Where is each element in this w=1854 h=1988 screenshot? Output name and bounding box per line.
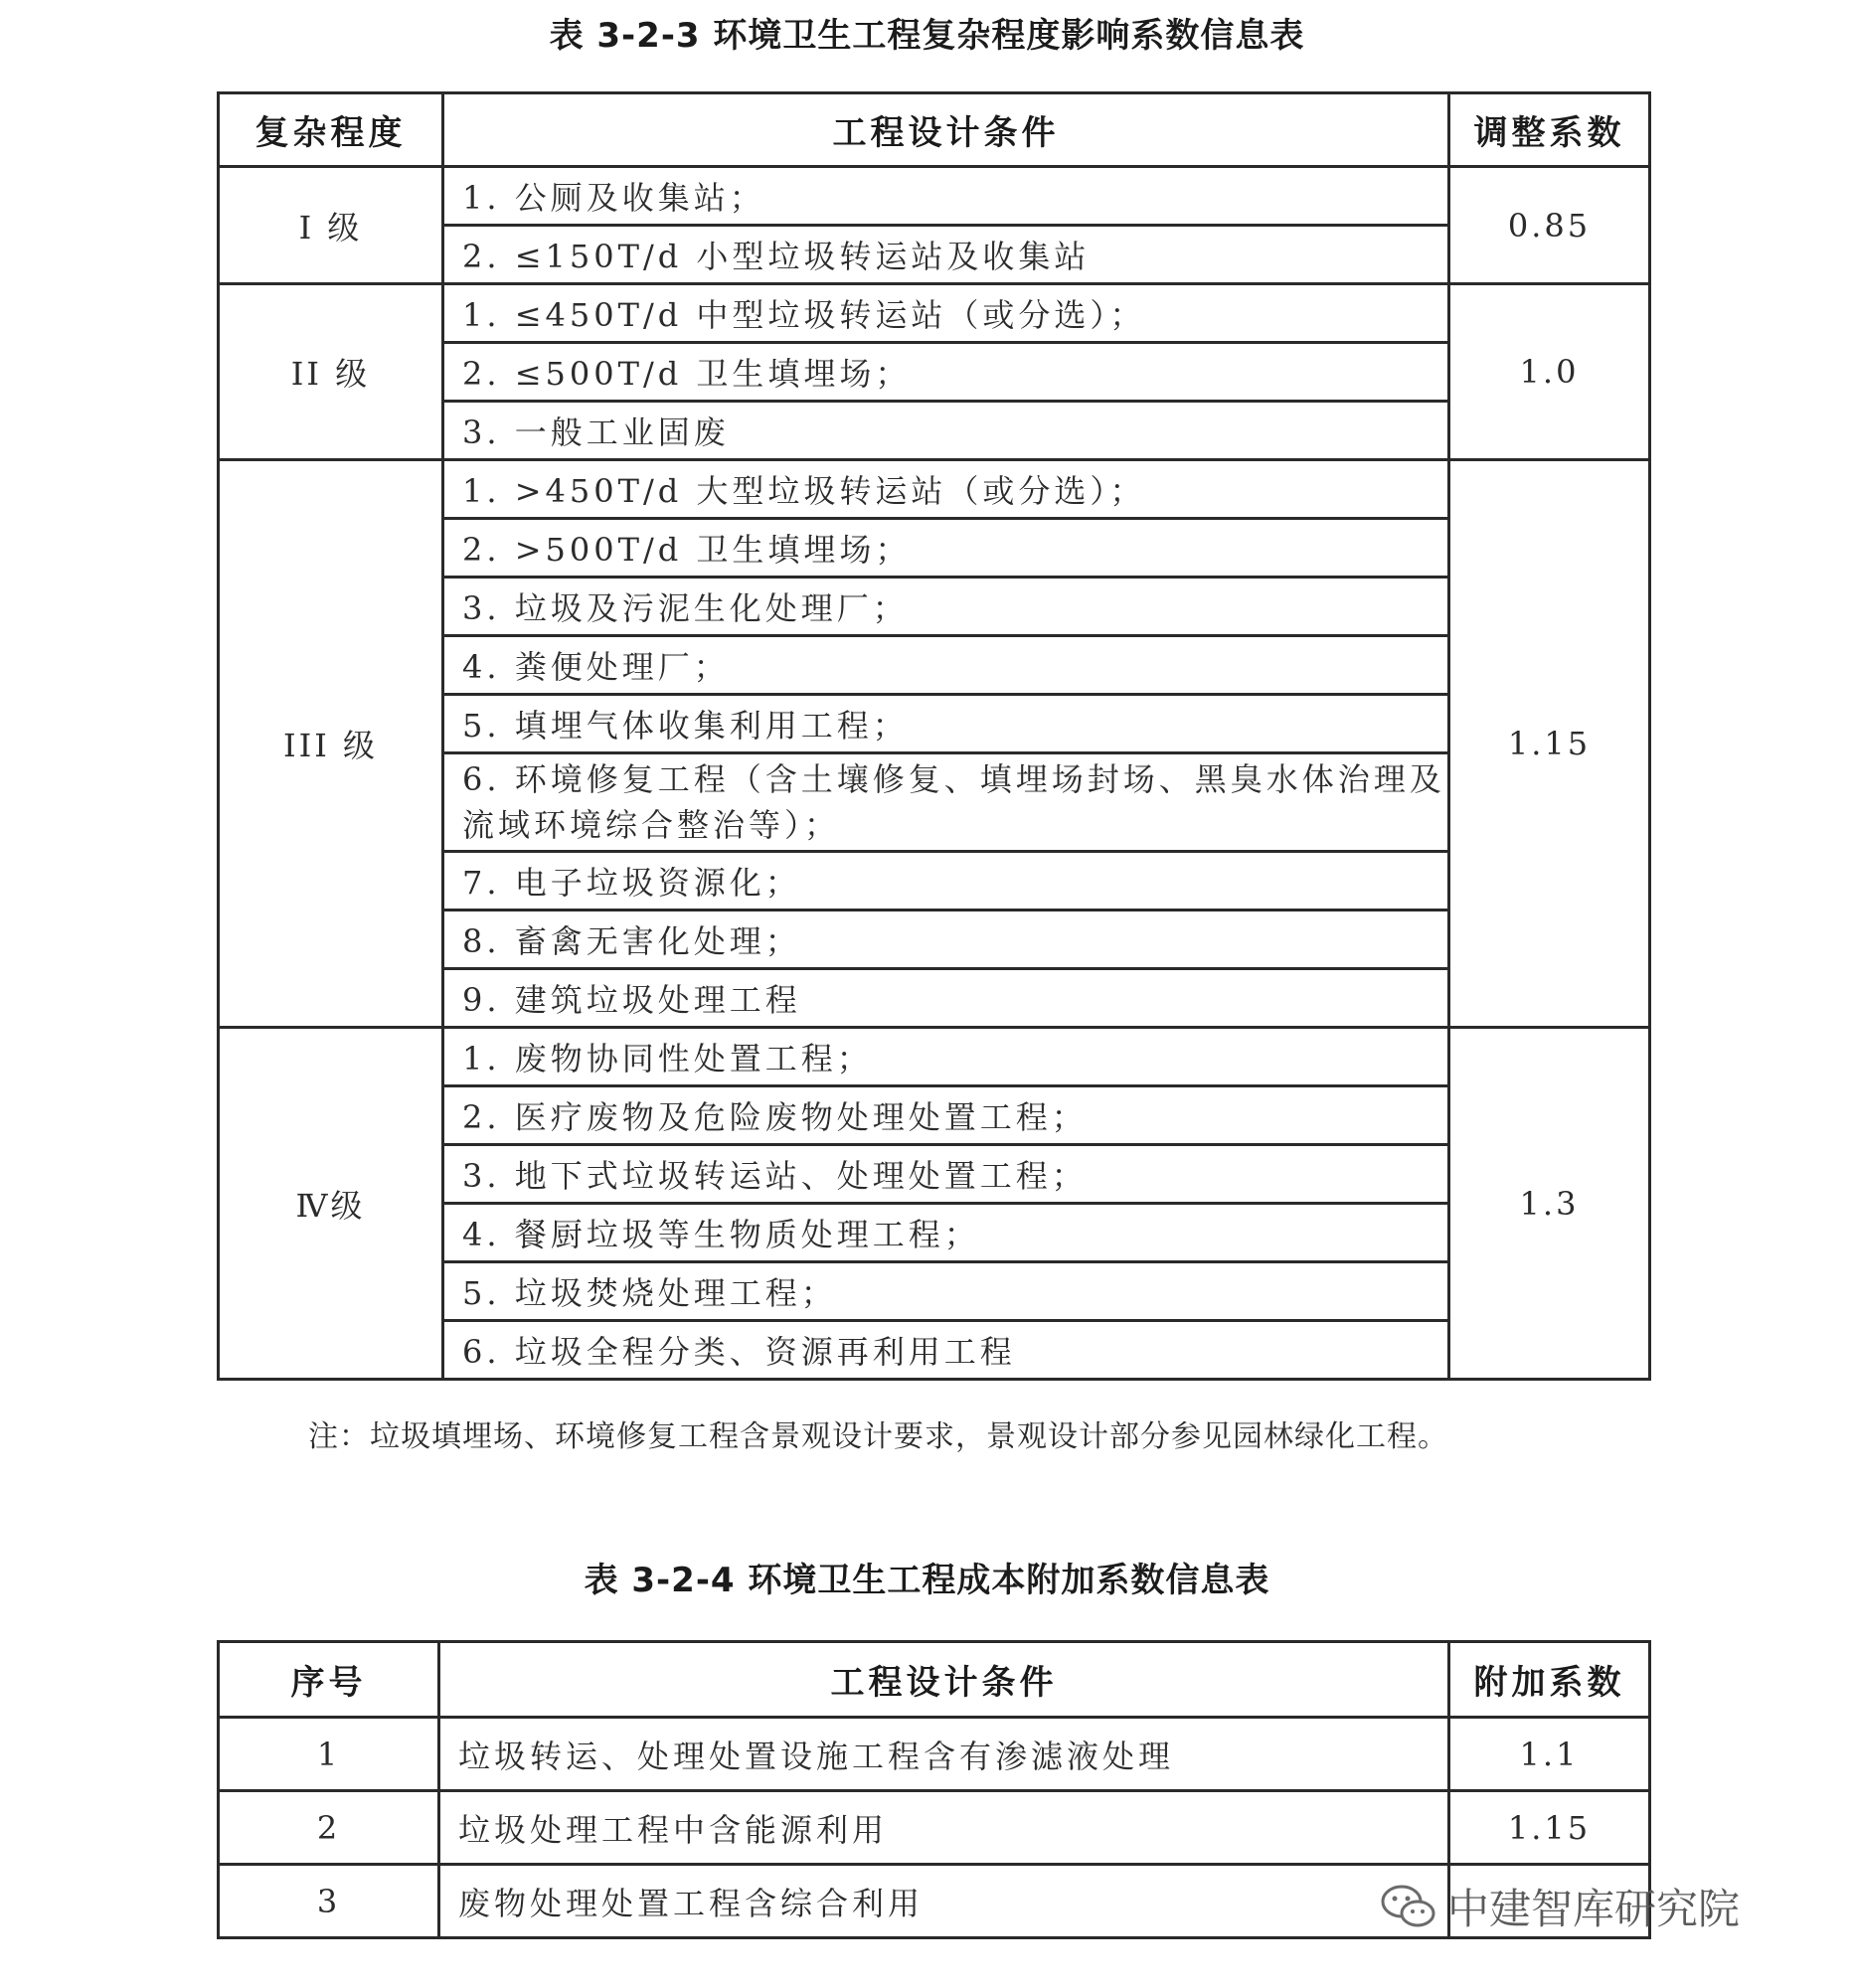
header-condition: 工程设计条件 (443, 93, 1449, 167)
table-row (219, 167, 1650, 226)
header-grade: 复杂程度 (219, 93, 443, 167)
condition-cell: 7. 电子垃圾资源化； (443, 852, 1449, 911)
header-coef: 调整系数 (1449, 93, 1650, 167)
coef-cell: 1.15 (1449, 460, 1650, 1028)
num-cell: 1 (219, 1718, 439, 1791)
condition-cell: 2. 医疗废物及危险废物处理处置工程； (443, 1086, 1449, 1145)
condition-cell: 6. 环境修复工程（含土壤修复、填埋场封场、黑臭水体治理及流域环境综合整治等）； (443, 753, 1449, 852)
table-row (219, 1791, 1650, 1865)
table-row (219, 1718, 1650, 1791)
condition-cell: 废物处理处置工程含综合利用 (439, 1865, 1449, 1938)
condition-cell: 1. 公厕及收集站； (443, 167, 1449, 226)
grade-cell: II 级 (219, 284, 443, 460)
condition-cell: 1. 废物协同性处置工程； (443, 1028, 1449, 1086)
condition-cell: 4. 餐厨垃圾等生物质处理工程； (443, 1204, 1449, 1262)
grade-cell: I 级 (219, 167, 443, 284)
coef-cell: 0.85 (1449, 167, 1650, 284)
condition-cell: 4. 粪便处理厂； (443, 636, 1449, 695)
condition-cell: 3. 地下式垃圾转运站、处理处置工程； (443, 1145, 1449, 1204)
grade-cell: III 级 (219, 460, 443, 1028)
grade-cell: Ⅳ级 (219, 1028, 443, 1380)
header-coef: 附加系数 (1449, 1642, 1650, 1718)
condition-cell: 2. ≤500T/d 卫生填埋场； (443, 343, 1449, 402)
table1-caption: 表 3-2-3 环境卫生工程复杂程度影响系数信息表 (549, 16, 1305, 56)
condition-cell: 8. 畜禽无害化处理； (443, 911, 1449, 969)
num-cell: 2 (219, 1791, 439, 1865)
header-condition: 工程设计条件 (439, 1642, 1449, 1718)
num-cell: 3 (219, 1865, 439, 1938)
watermark (1380, 1877, 1740, 1936)
table-header-row (219, 93, 1650, 167)
condition-cell: 1. >450T/d 大型垃圾转运站（或分选）； (443, 460, 1449, 519)
condition-cell: 9. 建筑垃圾处理工程 (443, 969, 1449, 1028)
table-row (219, 284, 1650, 343)
coef-cell: 1.0 (1449, 284, 1650, 460)
condition-cell: 2. ≤150T/d 小型垃圾转运站及收集站 (443, 226, 1449, 284)
condition-cell: 垃圾处理工程中含能源利用 (439, 1791, 1449, 1865)
condition-cell: 垃圾转运、处理处置设施工程含有渗滤液处理 (439, 1718, 1449, 1791)
condition-cell: 2. >500T/d 卫生填埋场； (443, 519, 1449, 578)
condition-cell: 5. 垃圾焚烧处理工程； (443, 1262, 1449, 1321)
coef-cell: 1.3 (1449, 1028, 1650, 1380)
coef-cell: 1.1 (1449, 1718, 1650, 1791)
condition-cell: 3. 垃圾及污泥生化处理厂； (443, 578, 1449, 636)
table-header-row (219, 1642, 1650, 1718)
condition-cell: 1. ≤450T/d 中型垃圾转运站（或分选）； (443, 284, 1449, 343)
coef-cell: 1.15 (1449, 1791, 1650, 1865)
condition-cell: 3. 一般工业固废 (443, 402, 1449, 460)
table2-caption: 表 3-2-4 环境卫生工程成本附加系数信息表 (584, 1561, 1270, 1600)
table-row (219, 1028, 1650, 1086)
table-row (219, 460, 1650, 519)
condition-cell: 5. 填埋气体收集利用工程； (443, 695, 1449, 753)
wechat-icon (1380, 1882, 1437, 1931)
table1-note: 注：垃圾填埋场、环境修复工程含景观设计要求，景观设计部分参见园林绿化工程。 (308, 1419, 1448, 1454)
complexity-table (217, 91, 1651, 1381)
condition-cell: 6. 垃圾全程分类、资源再利用工程 (443, 1321, 1449, 1380)
watermark-text: 中建智库研究院 (1447, 1885, 1741, 1933)
header-num: 序号 (219, 1642, 439, 1718)
